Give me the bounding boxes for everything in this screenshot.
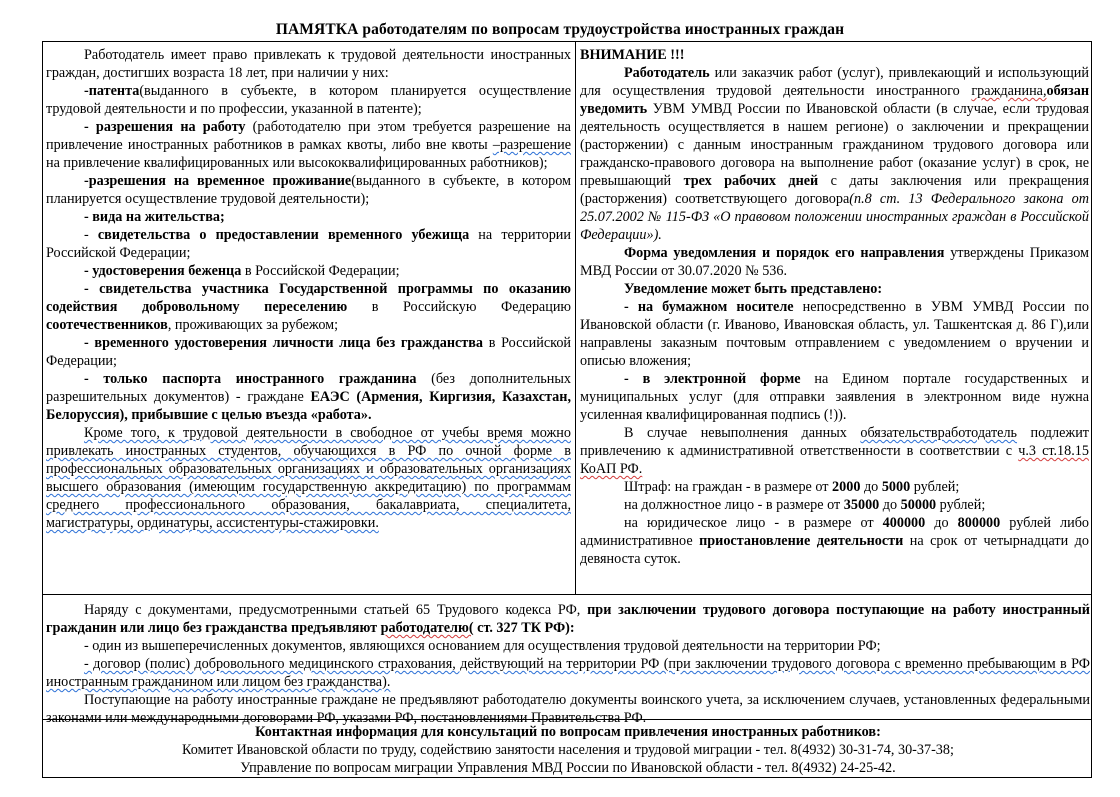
notification-form-paragraph: Форма уведомления и порядок его направления утверждены Приказом МВД России от 30.07.2020 № 536. bbox=[580, 245, 1089, 279]
item-temporary-asylum: - свидетельства о предоставлении временного убежища на территории Российской Федерации; bbox=[46, 227, 571, 261]
left-column bbox=[46, 46, 571, 532]
item-state-program: - свидетельства участника Государственной программы по оказанию содействия добровольному переселению в Российскую Федерацию соотечественников, проживающих за рубежом; bbox=[46, 281, 572, 333]
page-title: ПАМЯТКА работодателям по вопросам трудоустройства иностранных граждан bbox=[275, 21, 845, 38]
contact-labor-committee: Комитет Ивановской области по труду, содействию занятости населения и трудовой миграции - тел. 8(4932) 30-31-74, 30-37-38; bbox=[182, 742, 954, 758]
notification-duty-paragraph: Работодатель или заказчик работ (услуг), привлекающий и использующий для осуществления трудовой деятельности иностранного гражданина,обязан уведомить УВМ УМВД России по Ивановской области (в случае, если трудовая деятельность осуществляется в нашем регионе) о заключении и прекращении (расторжении) с данным иностранным гражданином трудового договора или гражданско-правового договора на выполнение работ (оказание услуг) в срок, не превышающий трех рабочих дней с даты заключения или прекращения (расторжения) соответствующего договора(п.8 ст. 13 Федерального закона от 25.07.2002 № 115-ФЗ «О правовом положении иностранных граждан в Российской Федерации»). bbox=[580, 65, 1089, 243]
item-work-permit: - разрешения на работу (работодателю при этом требуется разрешение на привлечение иностранных работников в рамках квоты, либо вне квоты –разрешение на привлечение квалифицированных или высококвалифицированных работников); bbox=[46, 119, 571, 171]
column-divider bbox=[575, 42, 576, 594]
attention-heading: ВНИМАНИЕ !!! bbox=[580, 47, 685, 63]
contact-section bbox=[46, 723, 1090, 777]
contact-migration-office: Управление по вопросам миграции Управления МВД России по Ивановской области - тел. 8(4932) 24-25-42. bbox=[240, 760, 896, 776]
item-temporary-residence: -разрешения на временное проживание(выданного в субъекте, в котором планируется осуществление трудовой деятельности); bbox=[46, 173, 571, 207]
submission-heading: Уведомление может быть представлено: bbox=[624, 281, 883, 297]
right-column bbox=[580, 46, 1089, 568]
documents-section bbox=[46, 601, 1090, 727]
students-paragraph: Кроме того, к трудовой деятельности в свободное от учебы время можно привлекать иностранных студентов, обучающихся в РФ по очной форме в профессиональных образовательных организациях и образовательных организациях высшего образования (имеющим государственную аккредитацию) по программам среднего профессионального образования, бакалавриата, специалитета, магистратуры, ординатуры, ассистентуры-стажировки. bbox=[46, 425, 571, 531]
contact-heading: Контактная информация для консультаций по вопросам привлечения иностранных работников: bbox=[255, 724, 881, 740]
military-docs-paragraph: Поступающие на работу иностранные граждане не предъявляют работодателю документы воинского учета, за исключением случаев, установленных федеральными законами или международными договорами РФ, указами РФ, постановлениями Правительства РФ. bbox=[46, 692, 1090, 726]
fine-citizens: Штраф: на граждан - в размере от 2000 до 5000 рублей; bbox=[624, 479, 960, 495]
memo-table bbox=[42, 41, 1092, 778]
fine-legal-entities: на юридическое лицо - в размере от 400000 до 800000 рублей либо административное приостановление деятельности на срок от четырнадцати до девяноста суток. bbox=[580, 515, 1090, 567]
documents-item-insurance: - договор (полис) добровольного медицинского страхования, действующий на территории РФ (при заключении трудового договора с временно пребывающим в РФ иностранным гражданином или лицом без гражданства). bbox=[46, 656, 1090, 690]
item-residence-permit: - вида на жительства; bbox=[84, 209, 225, 225]
item-stateless-id: - временного удостоверения личности лица без гражданства в Российской Федерации; bbox=[46, 335, 572, 369]
item-refugee: - удостоверения беженца в Российской Федерации; bbox=[84, 263, 400, 279]
row-divider-bottom bbox=[43, 594, 1091, 595]
submission-electronic: - в электронной форме на Едином портале государственных и муниципальных услуг (для отправки заявления в электронном виде нужна усиленная квалифицированная подпись (!)). bbox=[580, 371, 1090, 423]
submission-paper: - на бумажном носителе непосредственно в УВМ УМВД России по Ивановской области (г. Иваново, Ивановская область, ул. Ташкентская д. 86 Г),или направлены заказным почтовым отправлением с уведомлением о вручении и описью вложения; bbox=[580, 299, 1089, 369]
documents-item-basis: - один из вышеперечисленных документов, являющихся основанием для осуществления трудовой деятельности на территории РФ; bbox=[84, 638, 881, 654]
item-patent: -патента(выданного в субъекте, в котором планируется осуществление трудовой деятельности и по профессии, указанной в патенте); bbox=[46, 83, 571, 117]
fine-officials: на должностное лицо - в размере от 35000 до 50000 рублей; bbox=[624, 497, 986, 513]
intro-paragraph: Работодатель имеет право привлекать к трудовой деятельности иностранных граждан, достигших возраста 18 лет, при наличии у них: bbox=[46, 47, 571, 81]
documents-paragraph: Наряду с документами, предусмотренными статьей 65 Трудового кодекса РФ, при заключении трудового договора поступающие на работу иностранный гражданин или лицо без гражданства предъявляют работодателю( ст. 327 ТК РФ): bbox=[46, 602, 1090, 636]
liability-paragraph: В случае невыполнения данных обязательствработодатель подлежит привлечению к административной ответственности в соответствии с ч.3 ст.18.15 КоАП РФ. bbox=[580, 425, 1089, 477]
item-passport-only: - только паспорта иностранного гражданина (без дополнительных разрешительных документов) - граждане ЕАЭС (Армения, Киргизия, Казахстан, Белоруссия), прибывшие с целью въезда «работа». bbox=[46, 371, 571, 423]
